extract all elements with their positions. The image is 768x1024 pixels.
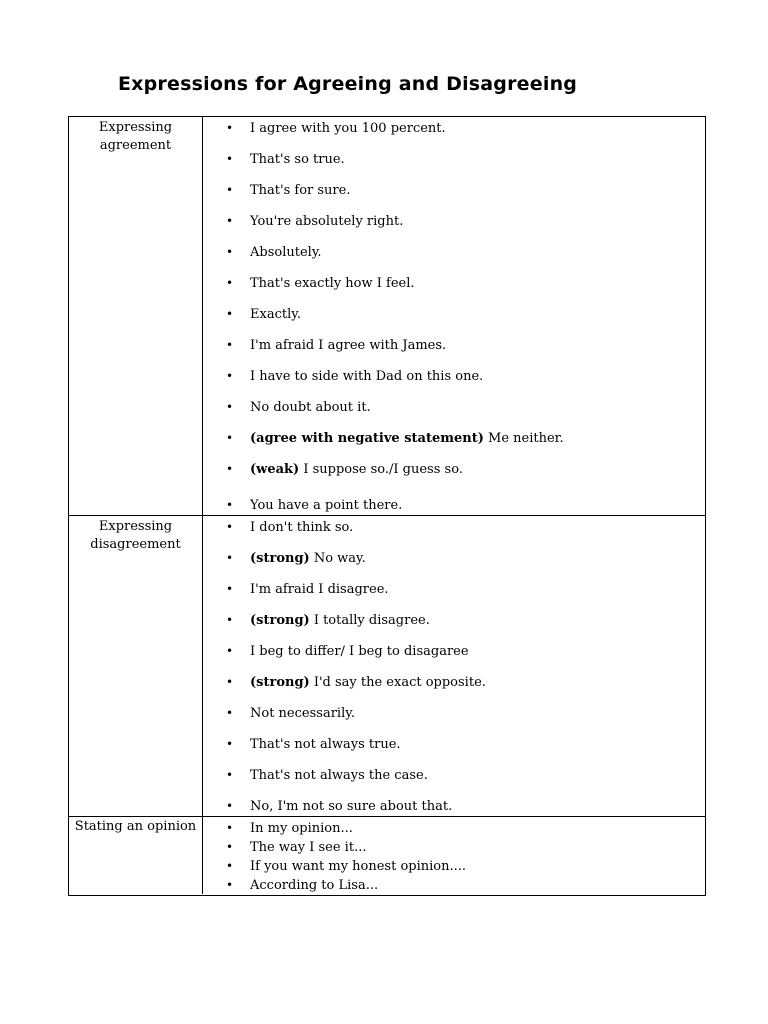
item-text: That's not always true. <box>250 737 401 752</box>
list-item <box>226 429 564 448</box>
item-text: I totally disagree. <box>309 613 430 628</box>
row-label-line: disagreement <box>90 537 181 552</box>
bullet-icon: • <box>226 276 234 290</box>
item-text: I have to side with Dad on this one. <box>250 369 484 384</box>
list-item <box>226 735 401 754</box>
row-label-agreement <box>69 119 202 155</box>
row-label-line: agreement <box>99 138 172 153</box>
bullet-icon: • <box>226 737 234 751</box>
list-item <box>226 797 452 816</box>
item-text: I agree with you 100 percent. <box>250 121 446 136</box>
list-item <box>226 460 463 479</box>
item-tag: (strong) <box>250 613 310 628</box>
item-text: You have a point there. <box>250 498 403 513</box>
list-item <box>226 673 486 692</box>
item-text: Exactly. <box>250 307 301 322</box>
row-label-disagreement <box>69 518 202 554</box>
item-text: That's exactly how I feel. <box>250 276 415 291</box>
bullet-icon: • <box>226 121 234 135</box>
bullet-icon: • <box>226 431 234 445</box>
list-item <box>226 580 389 599</box>
bullet-icon: • <box>226 183 234 197</box>
item-text: You're absolutely right. <box>250 214 404 229</box>
bullet-icon: • <box>226 152 234 166</box>
bullet-icon: • <box>226 520 234 534</box>
bullet-icon: • <box>226 675 234 689</box>
bullet-icon: • <box>226 582 234 596</box>
item-text: If you want my honest opinion.... <box>250 859 467 874</box>
item-text: I'd say the exact opposite. <box>309 675 486 690</box>
list-item <box>226 398 371 417</box>
item-text: Absolutely. <box>250 245 322 260</box>
bullet-icon: • <box>226 400 234 414</box>
item-text: I don't think so. <box>250 520 354 535</box>
row-label-line: Expressing <box>98 120 173 135</box>
item-text: Not necessarily. <box>250 706 355 721</box>
item-text: The way I see it... <box>250 840 367 855</box>
list-item <box>226 766 428 785</box>
item-tag: (agree with negative statement) <box>250 431 484 446</box>
bullet-icon: • <box>226 644 234 658</box>
item-tag: (strong) <box>250 551 310 566</box>
bullet-icon: • <box>226 878 234 892</box>
item-tag: (strong) <box>250 675 310 690</box>
column-divider <box>202 116 203 894</box>
item-tag: (weak) <box>250 462 300 477</box>
list-item <box>226 274 415 293</box>
item-text: No way. <box>309 551 366 566</box>
list-item <box>226 704 355 723</box>
bullet-icon: • <box>226 799 234 813</box>
bullet-icon: • <box>226 498 234 512</box>
list-item <box>226 212 403 231</box>
bullet-icon: • <box>226 768 234 782</box>
list-item <box>226 496 402 515</box>
item-text: Me neither. <box>483 431 564 446</box>
bullet-icon: • <box>226 307 234 321</box>
bullet-icon: • <box>226 245 234 259</box>
bullet-icon: • <box>226 859 234 873</box>
item-text: I'm afraid I agree with James. <box>250 338 447 353</box>
row-label-line: Stating an opinion <box>74 819 197 834</box>
list-item <box>226 642 469 661</box>
bullet-icon: • <box>226 821 234 835</box>
list-item <box>226 243 322 262</box>
bullet-icon: • <box>226 613 234 627</box>
bullet-icon: • <box>226 214 234 228</box>
row-divider-1 <box>68 515 705 516</box>
item-text: I beg to differ/ I beg to disagaree <box>250 644 469 659</box>
list-item <box>226 150 345 169</box>
list-item <box>226 819 353 838</box>
item-text: According to Lisa... <box>250 878 379 893</box>
item-text: I'm afraid I disagree. <box>250 582 389 597</box>
list-item <box>226 857 466 876</box>
item-text: That's for sure. <box>250 183 351 198</box>
list-item <box>226 181 350 200</box>
item-text: That's so true. <box>250 152 345 167</box>
list-item <box>226 611 430 630</box>
bullet-icon: • <box>226 551 234 565</box>
list-item <box>226 876 378 895</box>
list-item <box>226 367 483 386</box>
row-label-opinion <box>69 818 202 836</box>
list-item <box>226 305 301 324</box>
page-title: Expressions for Agreeing and Disagreeing <box>118 73 578 95</box>
list-item <box>226 119 446 138</box>
row-label-line: Expressing <box>98 519 173 534</box>
item-text: That's not always the case. <box>250 768 428 783</box>
list-item <box>226 518 353 537</box>
list-item <box>226 838 366 857</box>
item-text: I suppose so./I guess so. <box>299 462 463 477</box>
bullet-icon: • <box>226 840 234 854</box>
bullet-icon: • <box>226 706 234 720</box>
item-text: No, I'm not so sure about that. <box>250 799 453 814</box>
list-item <box>226 336 446 355</box>
bullet-icon: • <box>226 338 234 352</box>
list-item <box>226 549 366 568</box>
item-text: No doubt about it. <box>250 400 371 415</box>
item-text: In my opinion... <box>250 821 353 836</box>
row-divider-2 <box>68 816 705 817</box>
bullet-icon: • <box>226 462 234 476</box>
bullet-icon: • <box>226 369 234 383</box>
